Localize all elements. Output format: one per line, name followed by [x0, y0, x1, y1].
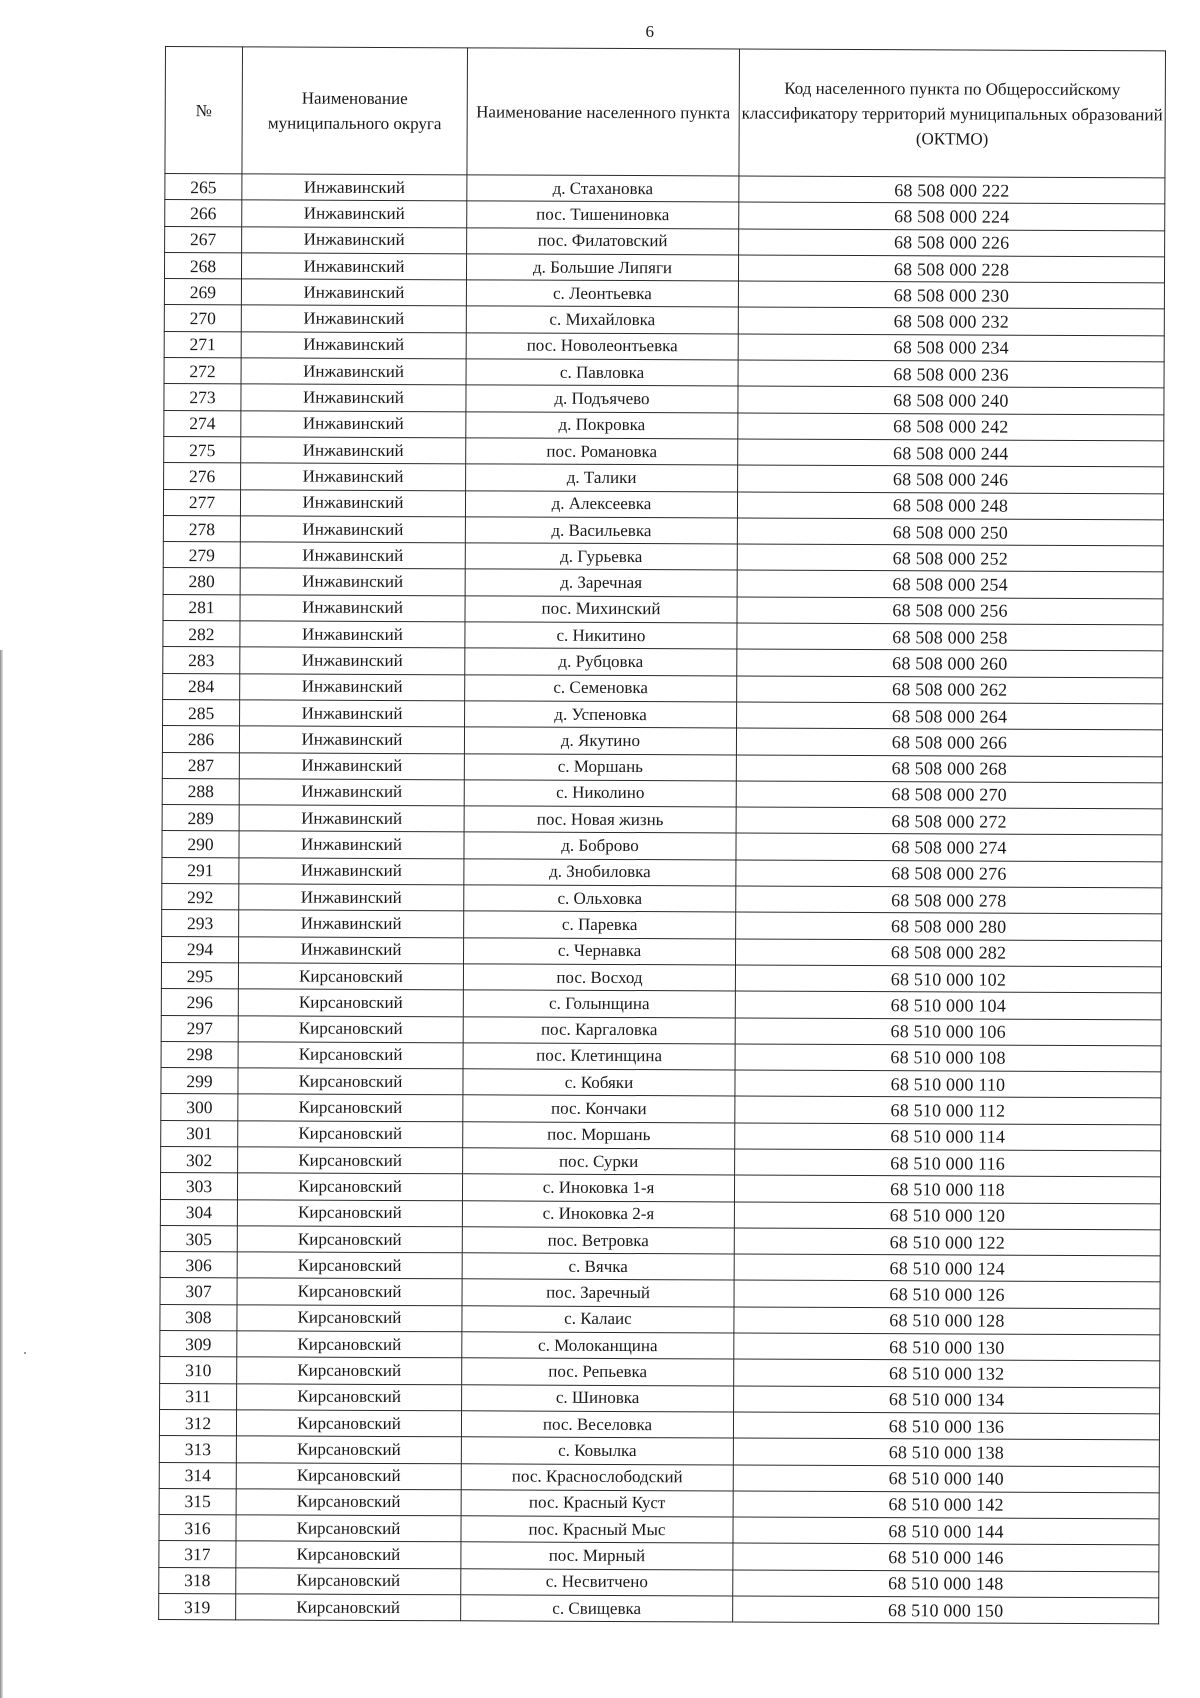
row-oktmo-code: 68 510 000 150 — [733, 1596, 1159, 1624]
row-oktmo-code: 68 510 000 130 — [734, 1333, 1160, 1361]
header-district: Наименование муниципального округа — [242, 47, 468, 175]
row-oktmo-code: 68 510 000 146 — [733, 1543, 1159, 1571]
row-oktmo-code: 68 508 000 260 — [737, 649, 1163, 677]
row-number: 276 — [164, 463, 241, 490]
row-oktmo-code: 68 508 000 266 — [736, 728, 1162, 756]
row-number: 305 — [160, 1225, 237, 1252]
row-district: Инжавинский — [240, 542, 465, 569]
row-district: Инжавинский — [239, 831, 464, 858]
row-settlement: с. Никитино — [465, 622, 737, 649]
row-number: 272 — [164, 358, 241, 385]
row-district: Кирсановский — [236, 1462, 461, 1489]
row-settlement: д. Васильевка — [465, 517, 737, 544]
row-oktmo-code: 68 508 000 262 — [737, 676, 1163, 704]
row-oktmo-code: 68 508 000 278 — [736, 886, 1162, 914]
row-district: Инжавинский — [240, 489, 465, 516]
row-district: Кирсановский — [238, 989, 463, 1016]
row-settlement: пос. Заречный — [462, 1279, 734, 1306]
row-district: Инжавинский — [240, 647, 465, 674]
row-number: 300 — [161, 1094, 238, 1121]
settlements-table — [158, 46, 1166, 1625]
row-oktmo-code: 68 510 000 126 — [734, 1280, 1160, 1308]
row-number: 313 — [159, 1436, 236, 1463]
row-settlement: пос. Михинский — [465, 596, 737, 623]
row-settlement: д. Гурьевка — [465, 543, 737, 570]
row-oktmo-code: 68 510 000 112 — [735, 1096, 1161, 1124]
row-oktmo-code: 68 508 000 242 — [738, 413, 1164, 441]
row-district: Инжавинский — [239, 884, 464, 911]
settlements-table-container — [158, 46, 1165, 1625]
row-oktmo-code: 68 510 000 140 — [733, 1465, 1159, 1493]
row-settlement: с. Иноковка 2-я — [462, 1200, 734, 1227]
row-settlement: с. Ковылка — [461, 1437, 733, 1464]
row-district: Кирсановский — [237, 1357, 462, 1384]
row-oktmo-code: 68 510 000 124 — [734, 1254, 1160, 1282]
row-settlement: д. Заречная — [465, 569, 737, 596]
row-number: 279 — [163, 542, 240, 569]
row-district: Кирсановский — [237, 1331, 462, 1358]
row-oktmo-code: 68 508 000 276 — [736, 860, 1162, 888]
row-oktmo-code: 68 508 000 228 — [738, 255, 1164, 283]
row-settlement: д. Стахановка — [467, 175, 739, 202]
row-oktmo-code: 68 510 000 132 — [734, 1359, 1160, 1387]
row-settlement: пос. Новая жизнь — [464, 806, 736, 833]
row-oktmo-code: 68 508 000 252 — [737, 544, 1163, 572]
table-header-row — [165, 47, 1166, 178]
row-settlement: пос. Романовка — [466, 438, 738, 465]
row-number: 286 — [162, 726, 239, 753]
row-number: 291 — [162, 857, 239, 884]
row-oktmo-code: 68 510 000 120 — [734, 1202, 1160, 1230]
row-district: Кирсановский — [236, 1594, 461, 1621]
row-number: 287 — [162, 752, 239, 779]
row-district: Инжавинский — [241, 463, 466, 490]
row-number: 295 — [161, 962, 238, 989]
table-body — [159, 174, 1165, 1625]
row-settlement: пос. Клетинщина — [463, 1043, 735, 1070]
row-district: Инжавинский — [241, 253, 466, 280]
row-number: 317 — [159, 1541, 236, 1568]
header-oktmo-code: Код населенного пункта по Общероссийскому классификатору территорий муниципальных образований (ОКТМО) — [739, 49, 1166, 178]
row-settlement: с. Вячка — [462, 1253, 734, 1280]
row-number: 296 — [161, 989, 238, 1016]
row-oktmo-code: 68 508 000 264 — [737, 702, 1163, 730]
row-oktmo-code: 68 510 000 138 — [733, 1438, 1159, 1466]
row-oktmo-code: 68 510 000 142 — [733, 1491, 1159, 1519]
row-oktmo-code: 68 508 000 282 — [735, 939, 1161, 967]
row-district: Инжавинский — [239, 779, 464, 806]
row-number: 268 — [164, 252, 241, 279]
row-district: Кирсановский — [238, 1147, 463, 1174]
row-settlement: с. Голынщина — [463, 990, 735, 1017]
row-district: Инжавинский — [241, 437, 466, 464]
row-settlement: пос. Кончаки — [463, 1095, 735, 1122]
row-number: 312 — [159, 1409, 236, 1436]
row-district: Инжавинский — [240, 568, 465, 595]
row-district: Кирсановский — [238, 1015, 463, 1042]
row-settlement: с. Семеновка — [465, 674, 737, 701]
row-oktmo-code: 68 510 000 114 — [735, 1123, 1161, 1151]
row-number: 294 — [162, 936, 239, 963]
row-district: Инжавинский — [239, 805, 464, 832]
row-settlement: д. Большие Липяги — [466, 254, 738, 281]
row-oktmo-code: 68 510 000 108 — [735, 1044, 1161, 1072]
row-settlement: д. Боброво — [464, 832, 736, 859]
row-oktmo-code: 68 508 000 268 — [736, 755, 1162, 783]
row-number: 293 — [162, 910, 239, 937]
row-number: 292 — [162, 884, 239, 911]
header-settlement: Наименование населенного пункта — [467, 48, 740, 176]
row-district: Кирсановский — [237, 1252, 462, 1279]
row-oktmo-code: 68 508 000 248 — [737, 492, 1163, 520]
row-number: 308 — [160, 1304, 237, 1331]
row-district: Кирсановский — [238, 963, 463, 990]
row-number: 265 — [165, 174, 242, 201]
row-settlement: пос. Каргаловка — [463, 1016, 735, 1043]
row-oktmo-code: 68 508 000 244 — [738, 439, 1164, 467]
row-district: Инжавинский — [242, 200, 467, 227]
row-oktmo-code: 68 510 000 136 — [733, 1412, 1159, 1440]
row-number: 271 — [164, 331, 241, 358]
row-number: 303 — [160, 1173, 237, 1200]
row-number: 280 — [163, 568, 240, 595]
scan-speck — [24, 1352, 26, 1354]
row-oktmo-code: 68 510 000 128 — [734, 1307, 1160, 1335]
row-oktmo-code: 68 508 000 256 — [737, 597, 1163, 625]
row-district: Кирсановский — [236, 1436, 461, 1463]
row-oktmo-code: 68 510 000 134 — [734, 1386, 1160, 1414]
row-number: 299 — [161, 1068, 238, 1095]
row-settlement: д. Покровка — [466, 411, 738, 438]
row-district: Инжавинский — [240, 595, 465, 622]
row-district: Кирсановский — [238, 1121, 463, 1148]
row-number: 304 — [160, 1199, 237, 1226]
row-district: Инжавинский — [239, 858, 464, 885]
row-number: 288 — [162, 778, 239, 805]
row-district: Кирсановский — [236, 1515, 461, 1542]
row-settlement: пос. Репьевка — [462, 1358, 734, 1385]
row-district: Кирсановский — [237, 1173, 462, 1200]
row-settlement: с. Павловка — [466, 359, 738, 386]
row-settlement: с. Моршань — [464, 753, 736, 780]
row-number: 316 — [159, 1515, 236, 1542]
row-district: Кирсановский — [236, 1541, 461, 1568]
row-number: 315 — [159, 1488, 236, 1515]
row-oktmo-code: 68 508 000 254 — [737, 570, 1163, 598]
row-oktmo-code: 68 508 000 258 — [737, 623, 1163, 651]
row-district: Кирсановский — [238, 1042, 463, 1069]
row-number: 269 — [164, 279, 241, 306]
row-settlement: пос. Красный Мыс — [461, 1516, 733, 1543]
row-oktmo-code: 68 508 000 246 — [738, 465, 1164, 493]
row-settlement: д. Подъячево — [466, 385, 738, 412]
row-oktmo-code: 68 508 000 280 — [736, 912, 1162, 940]
row-oktmo-code: 68 510 000 148 — [733, 1570, 1159, 1598]
row-district: Кирсановский — [236, 1489, 461, 1516]
row-number: 307 — [160, 1278, 237, 1305]
row-settlement: пос. Мирный — [461, 1542, 733, 1569]
row-number: 290 — [162, 831, 239, 858]
row-number: 266 — [165, 200, 242, 227]
row-district: Инжавинский — [240, 673, 465, 700]
row-district: Инжавинский — [239, 910, 464, 937]
row-district: Кирсановский — [237, 1278, 462, 1305]
row-number: 275 — [164, 436, 241, 463]
row-settlement: с. Леонтьевка — [466, 280, 738, 307]
row-settlement: пос. Филатовский — [467, 227, 739, 254]
row-number: 284 — [163, 673, 240, 700]
row-district: Инжавинский — [239, 726, 464, 753]
row-oktmo-code: 68 508 000 270 — [736, 781, 1162, 809]
row-number: 306 — [160, 1252, 237, 1279]
row-district: Кирсановский — [236, 1568, 461, 1595]
row-district: Кирсановский — [238, 1068, 463, 1095]
row-district: Инжавинский — [240, 621, 465, 648]
row-number: 314 — [159, 1462, 236, 1489]
row-oktmo-code: 68 508 000 230 — [738, 281, 1164, 309]
row-settlement: пос. Красный Куст — [461, 1490, 733, 1517]
row-number: 273 — [164, 384, 241, 411]
row-district: Кирсановский — [237, 1199, 462, 1226]
row-number: 298 — [161, 1041, 238, 1068]
row-oktmo-code: 68 508 000 250 — [737, 518, 1163, 546]
row-oktmo-code: 68 510 000 118 — [734, 1175, 1160, 1203]
row-district: Инжавинский — [242, 174, 467, 201]
row-oktmo-code: 68 508 000 274 — [736, 833, 1162, 861]
row-number: 274 — [164, 410, 241, 437]
row-settlement: с. Михайловка — [466, 306, 738, 333]
row-district: Инжавинский — [241, 279, 466, 306]
table-row — [159, 1594, 1159, 1625]
row-number: 301 — [161, 1120, 238, 1147]
row-district: Инжавинский — [242, 226, 467, 253]
row-oktmo-code: 68 510 000 144 — [733, 1517, 1159, 1545]
row-settlement: с. Несвитчено — [461, 1569, 733, 1596]
row-settlement: д. Талики — [466, 464, 738, 491]
row-settlement: с. Иноковка 1-я — [462, 1174, 734, 1201]
row-number: 311 — [160, 1383, 237, 1410]
row-number: 283 — [163, 647, 240, 674]
row-settlement: пос. Новолеонтьевка — [466, 333, 738, 360]
row-district: Инжавинский — [239, 936, 464, 963]
row-number: 277 — [163, 489, 240, 516]
row-number: 318 — [159, 1567, 236, 1594]
row-settlement: д. Алексеевка — [465, 490, 737, 517]
row-oktmo-code: 68 508 000 232 — [738, 307, 1164, 335]
row-settlement: с. Шиновка — [462, 1384, 734, 1411]
row-number: 267 — [165, 226, 242, 253]
row-settlement: с. Молоканщина — [462, 1332, 734, 1359]
header-number: № — [165, 47, 243, 174]
row-number: 270 — [164, 305, 241, 332]
row-number: 297 — [161, 1015, 238, 1042]
row-district: Кирсановский — [237, 1305, 462, 1332]
row-oktmo-code: 68 508 000 222 — [739, 176, 1165, 204]
row-settlement: с. Ольховка — [464, 885, 736, 912]
row-settlement: пос. Ветровка — [462, 1227, 734, 1254]
row-number: 281 — [163, 594, 240, 621]
row-district: Инжавинский — [240, 700, 465, 727]
row-oktmo-code: 68 510 000 122 — [734, 1228, 1160, 1256]
row-oktmo-code: 68 510 000 116 — [735, 1149, 1161, 1177]
row-oktmo-code: 68 508 000 234 — [738, 334, 1164, 362]
row-oktmo-code: 68 508 000 272 — [736, 807, 1162, 835]
row-oktmo-code: 68 508 000 236 — [738, 360, 1164, 388]
row-number: 309 — [160, 1331, 237, 1358]
row-district: Инжавинский — [240, 516, 465, 543]
row-district: Кирсановский — [237, 1226, 462, 1253]
row-settlement: пос. Краснослободский — [461, 1463, 733, 1490]
row-settlement: пос. Веселовка — [461, 1411, 733, 1438]
row-settlement: пос. Тишениновка — [467, 201, 739, 228]
row-number: 310 — [160, 1357, 237, 1384]
row-settlement: с. Чернавка — [463, 937, 735, 964]
row-settlement: пос. Восход — [463, 964, 735, 991]
row-number: 289 — [162, 805, 239, 832]
row-number: 302 — [161, 1146, 238, 1173]
row-oktmo-code: 68 510 000 110 — [735, 1070, 1161, 1098]
row-district: Кирсановский — [238, 1094, 463, 1121]
page-number: 6 — [645, 22, 655, 41]
row-number: 285 — [163, 699, 240, 726]
row-settlement: д. Знобиловка — [464, 859, 736, 886]
row-district: Инжавинский — [241, 305, 466, 332]
row-settlement: д. Рубцовка — [465, 648, 737, 675]
row-district: Инжавинский — [239, 752, 464, 779]
row-oktmo-code: 68 510 000 104 — [735, 991, 1161, 1019]
row-settlement: с. Калаис — [462, 1306, 734, 1333]
row-settlement: с. Паревка — [464, 911, 736, 938]
row-oktmo-code: 68 510 000 106 — [735, 1017, 1161, 1045]
row-number: 319 — [159, 1594, 236, 1621]
row-oktmo-code: 68 508 000 240 — [738, 386, 1164, 414]
row-settlement: с. Николино — [464, 780, 736, 807]
row-settlement: д. Якутино — [464, 727, 736, 754]
row-district: Инжавинский — [241, 332, 466, 359]
row-district: Инжавинский — [241, 411, 466, 438]
row-number: 282 — [163, 621, 240, 648]
row-settlement: пос. Сурки — [463, 1148, 735, 1175]
row-settlement: с. Кобяки — [463, 1069, 735, 1096]
row-oktmo-code: 68 508 000 226 — [739, 229, 1165, 257]
scan-edge-shadow — [0, 650, 3, 1698]
row-district: Инжавинский — [241, 384, 466, 411]
row-settlement: пос. Моршань — [463, 1121, 735, 1148]
row-oktmo-code: 68 510 000 102 — [735, 965, 1161, 993]
row-district: Инжавинский — [241, 358, 466, 385]
row-settlement: д. Успеновка — [465, 701, 737, 728]
row-oktmo-code: 68 508 000 224 — [739, 202, 1165, 230]
row-settlement: с. Свищевка — [461, 1595, 733, 1622]
row-district: Кирсановский — [236, 1410, 461, 1437]
row-district: Кирсановский — [237, 1383, 462, 1410]
row-number: 278 — [163, 515, 240, 542]
